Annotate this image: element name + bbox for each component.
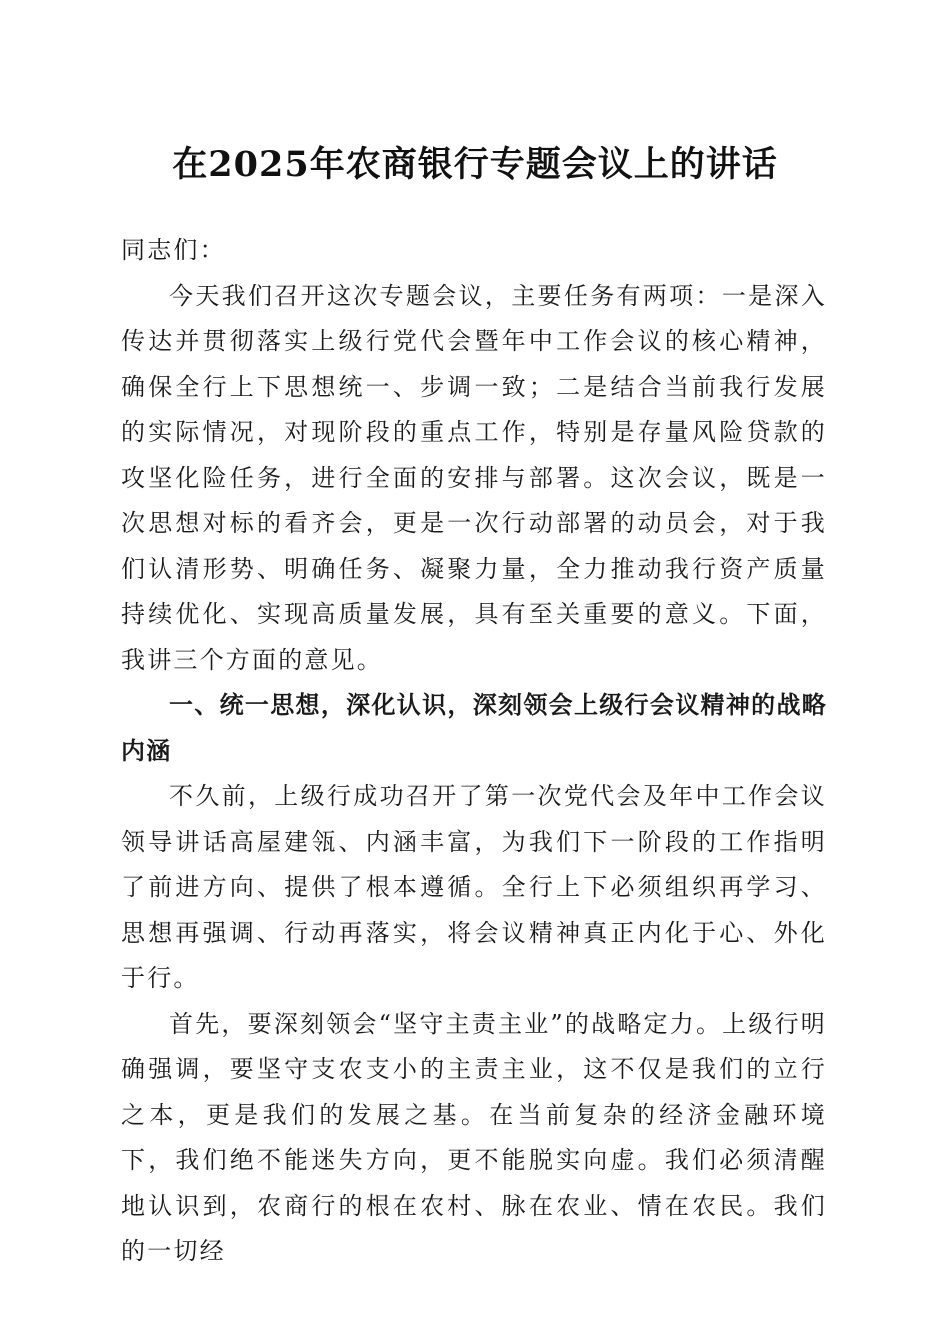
salutation: 同志们： xyxy=(121,236,226,264)
section-heading-1: 一、统一思想，深化认识，深刻领会上级行会议精神的战略内涵 xyxy=(121,691,827,765)
document-body xyxy=(121,228,827,1275)
section1-paragraph-1: 不久前，上级行成功召开了第一次党代会及年中工作会议领导讲话高屋建瓴、内涵丰富，为我们下一阶段的工作指明了前进方向、提供了根本遵循。全行上下必须组织再学习、思想再强调、行动再落实，将会议精神真正内化于心、外化于行。 xyxy=(121,782,827,992)
section1-paragraph-2: 首先，要深刻领会“坚守主责主业”的战略定力。上级行明确强调，要坚守支农支小的主责主业，这不仅是我们的立行之本，更是我们的发展之基。在当前复杂的经济金融环境下，我们绝不能迷失方向，更不能脱实向虚。我们必须清醒地认识到，农商行的根在农村、脉在农业、情在农民。我们的一切经 xyxy=(121,1009,827,1265)
document-title: 在2025年农商银行专题会议上的讲话 xyxy=(172,144,778,185)
intro-paragraph: 今天我们召开这次专题会议，主要任务有两项：一是深入传达并贯彻落实上级行党代会暨年中工作会议的核心精神，确保全行上下思想统一、步调一致；二是结合当前我行发展的实际情况，对现阶段的重点工作，特别是存量风险贷款的攻坚化险任务，进行全面的安排与部署。这次会议，既是一次思想对标的看齐会，更是一次行动部署的动员会，对于我们认清形势、明确任务、凝聚力量，全力推动我行资产质量持续优化、实现高质量发展，具有至关重要的意义。下面，我讲三个方面的意见。 xyxy=(121,281,827,674)
